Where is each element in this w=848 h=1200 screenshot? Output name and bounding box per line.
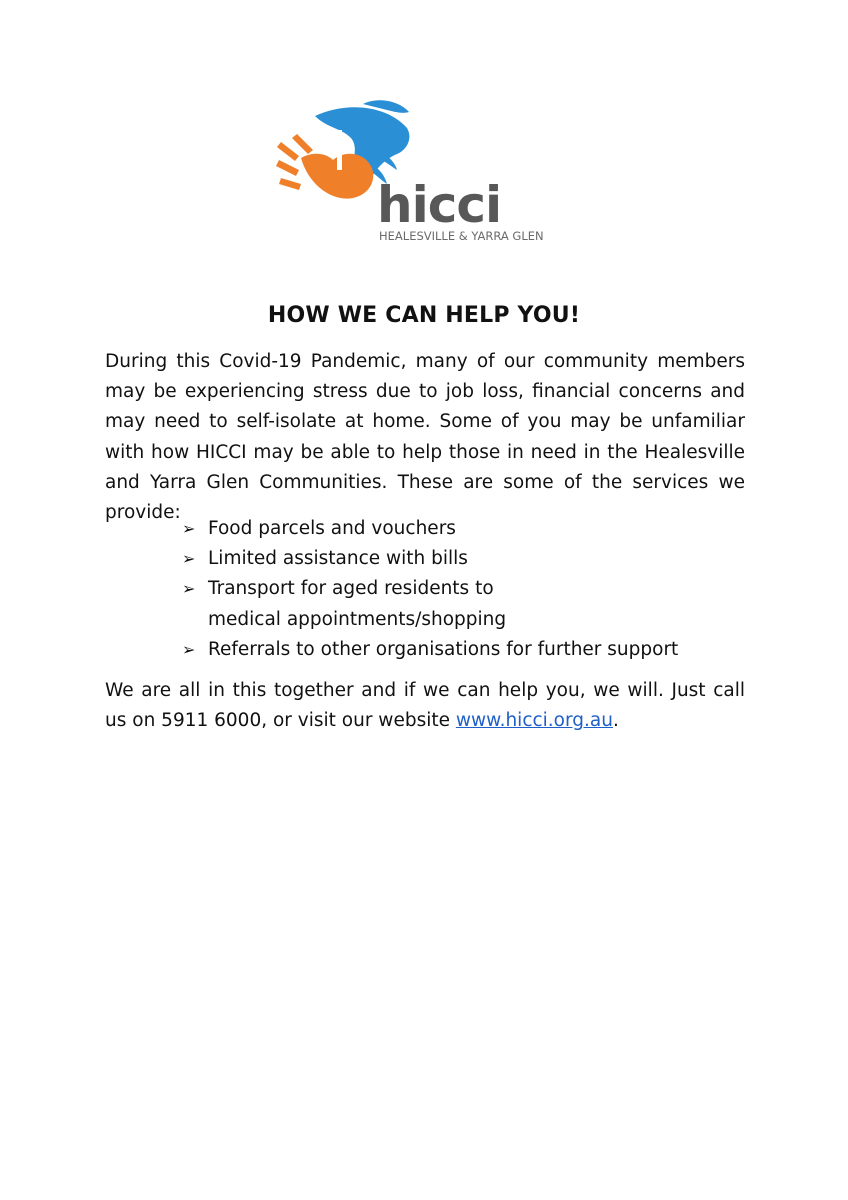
intro-paragraph: During this Covid-19 Pandemic, many of our community members may be experiencing stress due to job loss, financial concerns and may need to self-isolate at home. Some of you may be unfamiliar with how HICCI may be able to help those in need in the Healesville and Yarra Glen Communities. These are some of the services we provide: (105, 351, 745, 524)
closing-paragraph (105, 676, 745, 736)
service-label: Limited assistance with bills (208, 548, 468, 570)
logo-wordmark: hicci (377, 176, 502, 234)
arrow-bullet-icon: ➢ (182, 579, 196, 599)
list-item (182, 574, 528, 634)
service-label: Food parcels and vouchers (208, 518, 456, 539)
arrow-bullet-icon: ➢ (182, 639, 196, 659)
closing-suffix: . (612, 710, 619, 732)
list-item (182, 544, 742, 574)
list-item (182, 635, 742, 665)
services-list (182, 514, 742, 665)
hicci-logo (275, 98, 575, 248)
page-heading: HOW WE CAN HELP YOU! (267, 303, 581, 328)
website-link[interactable]: www.hicci.org.au (455, 710, 613, 732)
logo-tagline: HEALESVILLE & YARRA GLEN (379, 229, 544, 243)
service-label: Transport for aged residents to medical appointments/shopping (208, 578, 507, 630)
arrow-bullet-icon: ➢ (182, 549, 196, 569)
list-item (182, 514, 742, 544)
arrow-bullet-icon: ➢ (182, 519, 196, 538)
closing-text: We are all in this together and if we can help you, we will. Just call us on 5911 6000, or visit our website (105, 680, 745, 732)
service-label: Referrals to other organisations for further support (208, 638, 679, 660)
